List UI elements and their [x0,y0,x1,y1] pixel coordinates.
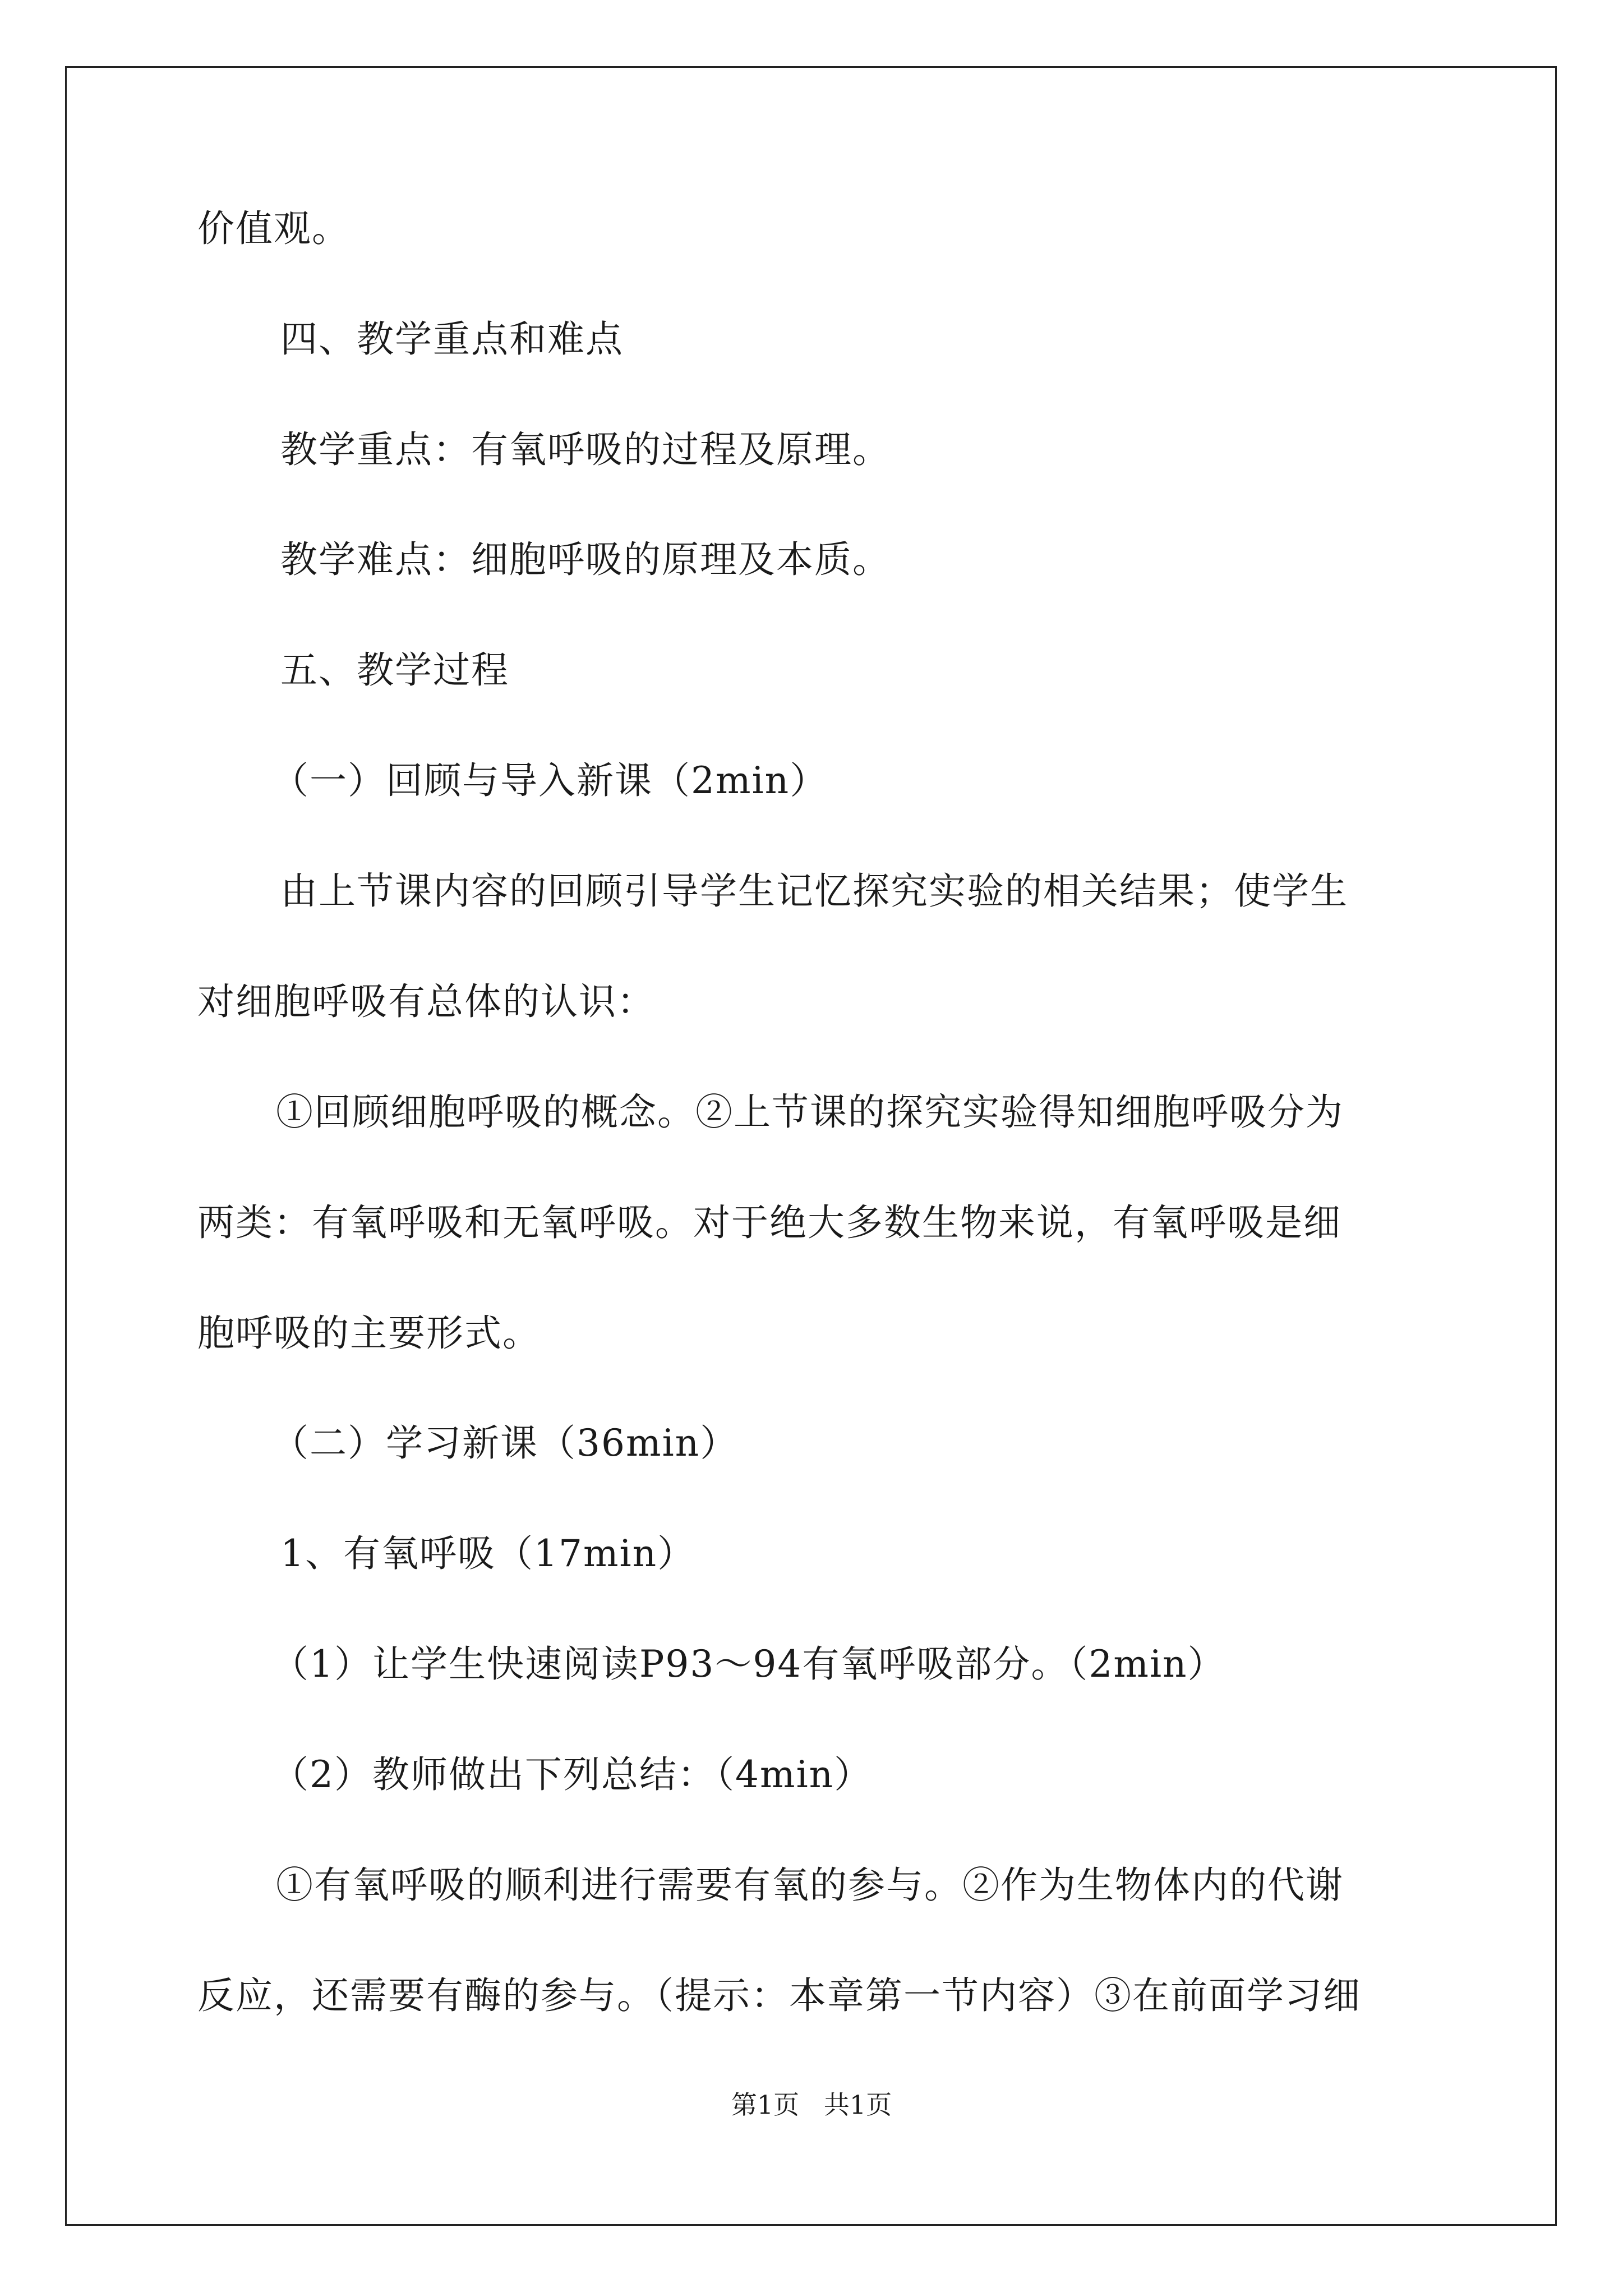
text-line: 教学重点：有氧呼吸的过程及原理。 [280,428,891,471]
section-heading: 五、教学过程 [280,648,509,692]
text-line: 胞呼吸的主要形式。 [197,1312,541,1355]
text-line: 价值观。 [197,207,350,250]
text-line: （2）教师做出下列总结：（4min） [271,1753,873,1796]
subsection-heading: （二）学习新课（36min） [271,1421,739,1465]
text-line: ①有氧呼吸的顺利进行需要有氧的参与。②作为生物体内的代谢 [276,1864,1344,1907]
text-line: （1）让学生快速阅读P93～94有氧呼吸部分。（2min） [271,1642,1226,1686]
text-line: 反应，还需要有酶的参与。（提示：本章第一节内容）③在前面学习细 [197,1974,1361,2017]
text-line: 对细胞呼吸有总体的认识： [197,980,655,1023]
text-line: ①回顾细胞呼吸的概念。②上节课的探究实验得知细胞呼吸分为 [276,1091,1344,1134]
text-line: 由上节课内容的回顾引导学生记忆探究实验的相关结果；使学生 [280,869,1348,913]
section-heading: 四、教学重点和难点 [280,318,624,361]
text-line: 两类：有氧呼吸和无氧呼吸。对于绝大多数生物来说，有氧呼吸是细 [197,1201,1341,1244]
text-line: 教学难点：细胞呼吸的原理及本质。 [280,538,891,581]
page-number-footer: 第1页 共1页 [731,2090,892,2120]
subsection-heading: （一）回顾与导入新课（2min） [271,759,828,802]
subsection-heading: 1、有氧呼吸（17min） [280,1532,696,1575]
